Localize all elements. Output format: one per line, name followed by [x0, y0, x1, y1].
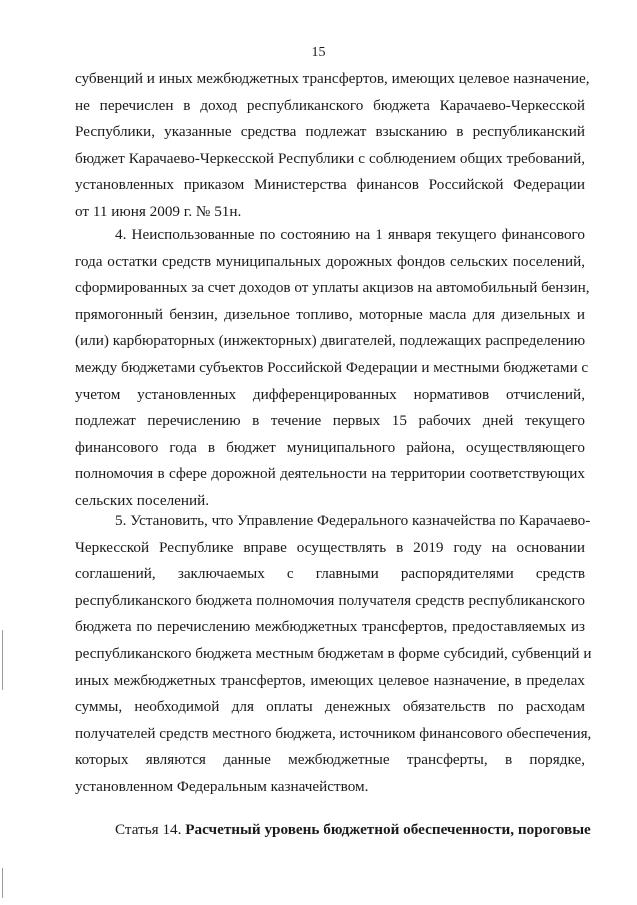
- text-line: учетом установленных дифференцированных нормативов отчислений,: [75, 385, 585, 403]
- article-number: Статья 14.: [115, 821, 186, 838]
- text-line: бюджет Карачаево-Черкесской Республики с соблюдением общих требований,: [75, 149, 585, 167]
- text-line: сформированных за счет доходов от уплаты акцизов на автомобильный бензин,: [75, 279, 590, 297]
- page-number: 15: [311, 45, 326, 60]
- text-line: подлежат перечислению в течение первых 15 рабочих дней текущего: [75, 412, 585, 430]
- text-line: 4. Неиспользованные по состоянию на 1 января текущего финансового: [115, 226, 585, 243]
- text-line: не перечислен в доход республиканского бюджета Карачаево-Черкесской: [75, 96, 585, 114]
- text-line: прямогонный бензин, дизельное топливо, моторные масла для дизельных и: [75, 305, 585, 323]
- text-line: 5. Установить, что Управление Федерального казначейства по Карачаево-: [115, 512, 591, 529]
- text-line: года остатки средств муниципальных дорожных фондов сельских поселений,: [75, 252, 585, 270]
- text-line: которых являются данные межбюджетные трансферты, в порядке,: [75, 751, 585, 769]
- text-line: иных межбюджетных трансфертов, имеющих целевое назначение, в пределах: [75, 671, 585, 689]
- paragraph-continuation: [75, 66, 590, 226]
- article-heading: [75, 817, 591, 844]
- article-heading-line: [75, 817, 591, 844]
- text-line: установленных приказом Министерства финансов Российской Федерации: [75, 176, 585, 194]
- paragraph-4: [75, 222, 590, 515]
- text-line: получателей средств местного бюджета, источником финансового обеспечения,: [75, 724, 592, 742]
- text-line: (или) карбюраторных (инжекторных) двигателей, подлежащих распределению: [75, 332, 586, 350]
- text-line: между бюджетами субъектов Российской Федерации и местными бюджетами с: [75, 358, 589, 376]
- text-line: полномочия в сфере дорожной деятельности на территории соответствующих: [75, 465, 585, 483]
- text-line: установленном Федеральным казначейством.: [75, 777, 369, 795]
- text-line: республиканского бюджета полномочия получателя средств республиканского: [75, 591, 585, 609]
- text-line: финансового года в бюджет муниципального района, осуществляющего: [75, 438, 585, 456]
- text-line: субвенций и иных межбюджетных трансфертов, имеющих целевое назначение,: [75, 70, 590, 87]
- article-title: Расчетный уровень бюджетной обеспеченности, пороговые: [185, 821, 591, 838]
- text-line: соглашений, заключаемых с главными распорядителями средств: [75, 565, 585, 583]
- text-line: республиканского бюджета местным бюджетам в форме субсидий, субвенций и: [75, 644, 592, 662]
- text-line: бюджета по перечислению межбюджетных трансфертов, предоставляемых из: [75, 618, 585, 636]
- text-line: Черкесской Республике вправе осуществлять в 2019 году на основании: [75, 538, 585, 556]
- text-line: от 11 июня 2009 г. № 51н.: [75, 202, 242, 220]
- text-line: суммы, необходимой для оплаты денежных обязательств по расходам: [75, 698, 585, 716]
- scan-edge-mark: [2, 630, 3, 690]
- paragraph-5: [75, 508, 592, 801]
- text-line: Республики, указанные средства подлежат взысканию в республиканский: [75, 123, 585, 141]
- scan-edge-mark: [2, 868, 3, 898]
- text-line: сельских поселений.: [75, 491, 210, 509]
